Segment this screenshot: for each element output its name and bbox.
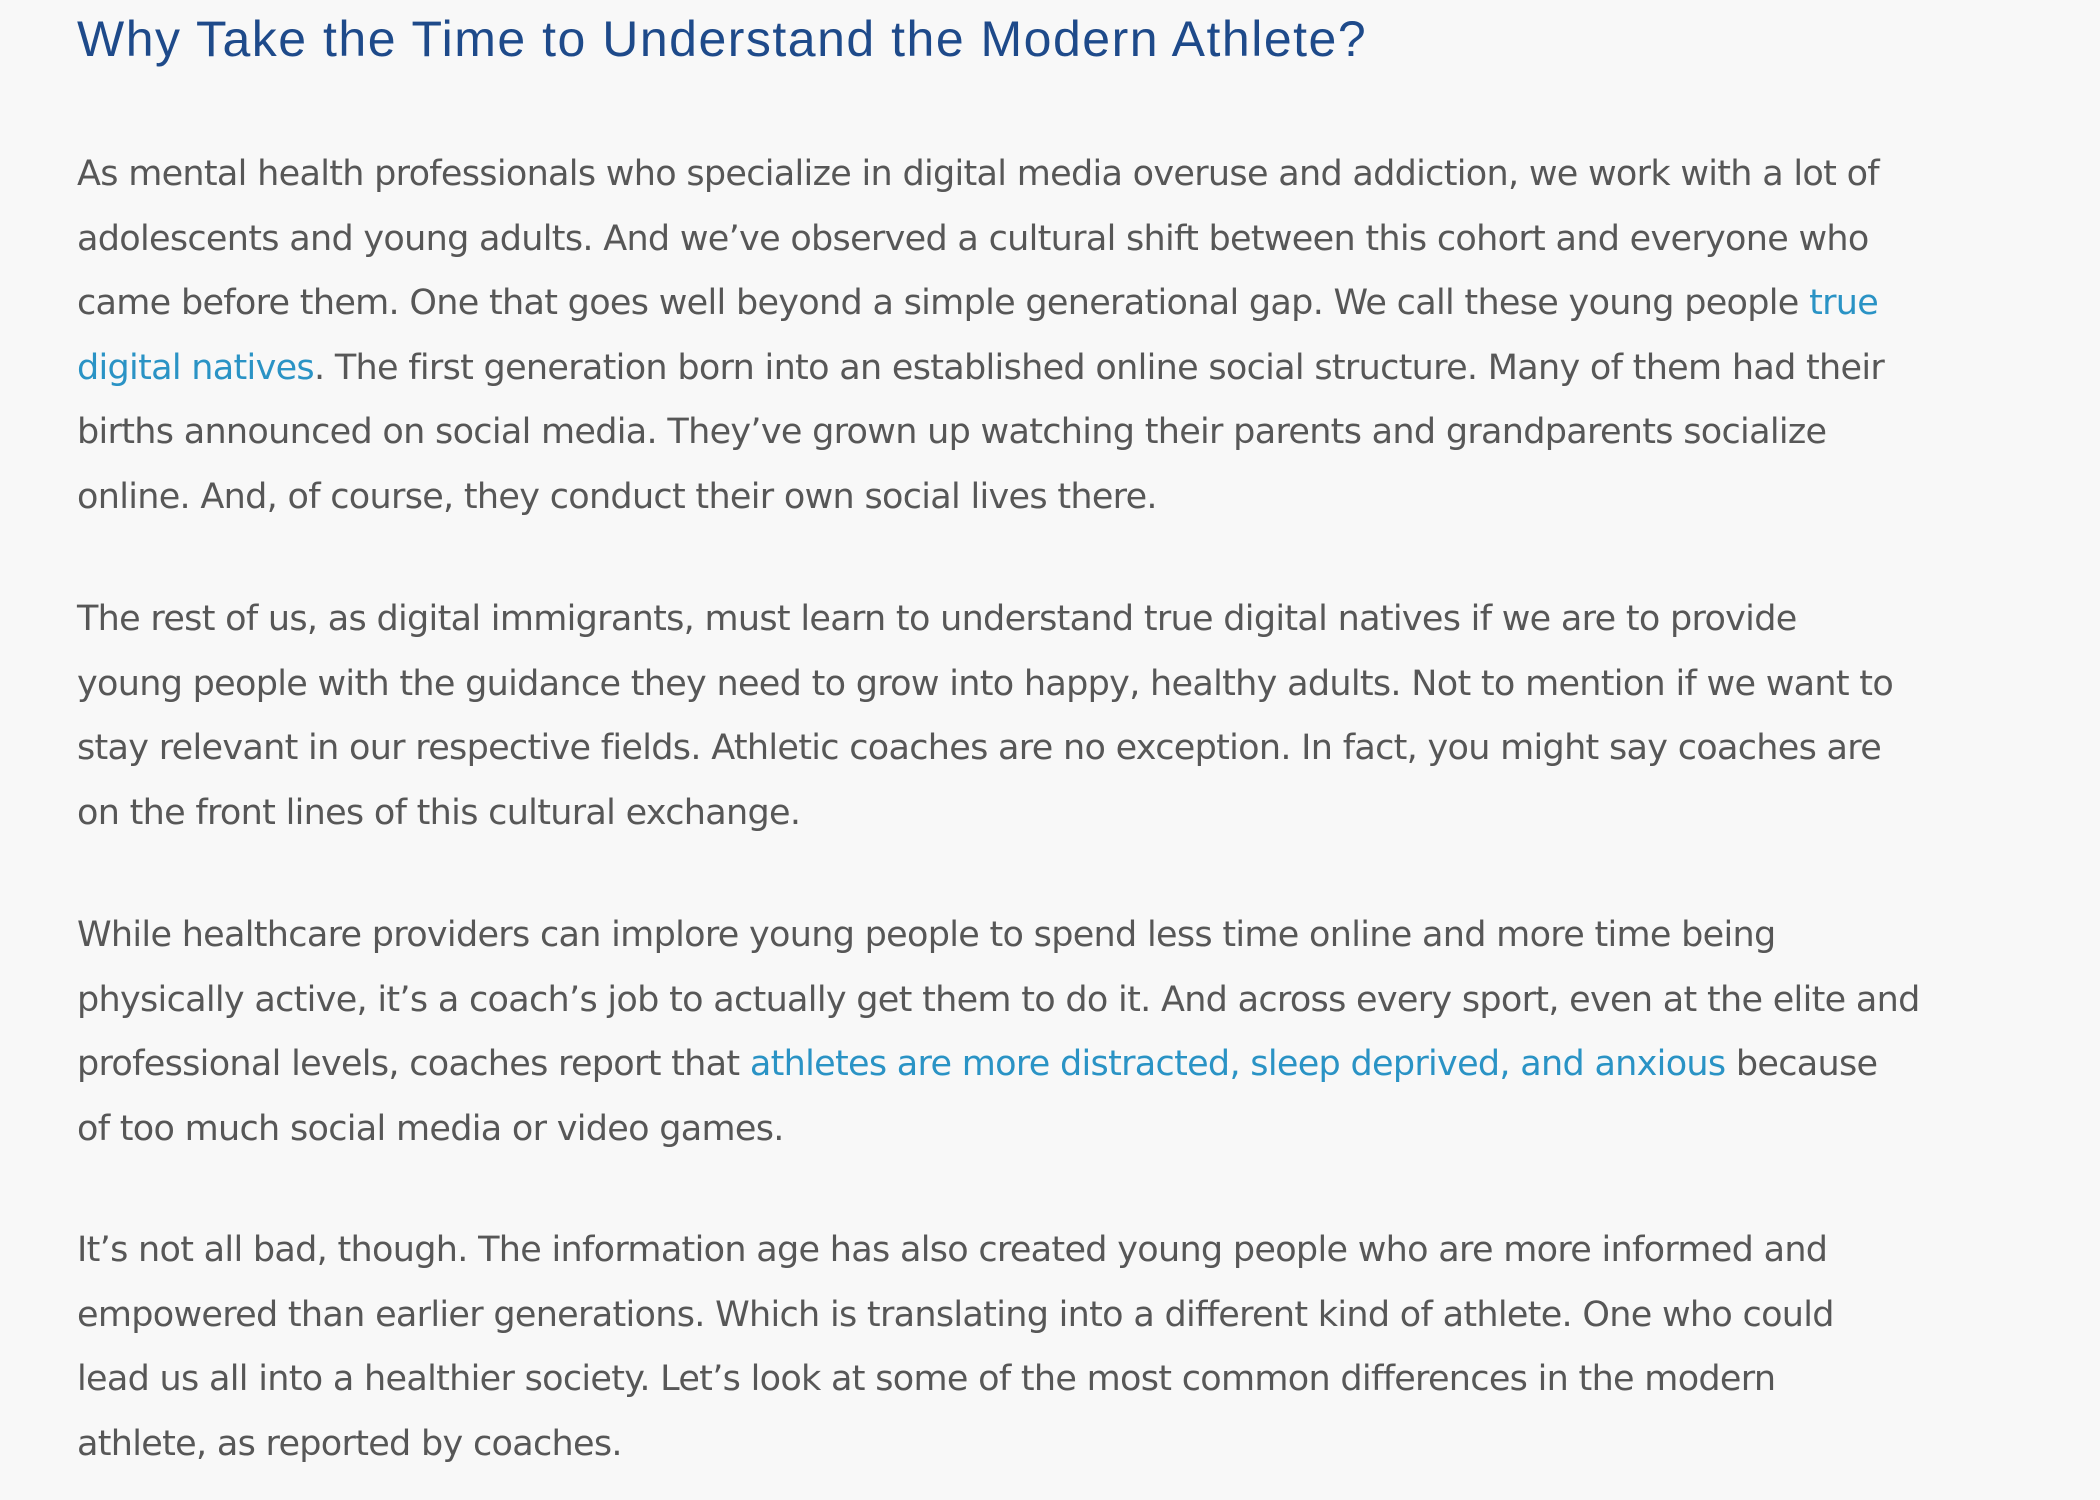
paragraph-2-line-1: The rest of us, as digital immigrants, must learn to understand true digital natives if we are to provide bbox=[77, 599, 1797, 639]
paragraph-4 bbox=[77, 1218, 1834, 1476]
paragraph-2-line-3: stay relevant in our respective fields. Athletic coaches are no exception. In fact, you might say coaches are bbox=[77, 728, 1882, 768]
paragraph-2-line-2: young people with the guidance they need to grow into happy, healthy adults. Not to mention if we want to bbox=[77, 663, 1894, 704]
paragraph-4-line-2: empowered than earlier generations. Which is translating into a different kind of athlete. One who could bbox=[77, 1294, 1834, 1335]
paragraph-3-line-3 bbox=[77, 1032, 1920, 1097]
paragraph-3-line-3-after: because bbox=[1725, 1044, 1878, 1084]
paragraph-1 bbox=[77, 142, 1884, 529]
paragraph-3-line-3-text: professional levels, coaches report that bbox=[77, 1044, 750, 1084]
article-title: Why Take the Time to Understand the Modern Athlete? bbox=[77, 11, 1368, 67]
paragraph-1-line-4 bbox=[77, 336, 1884, 401]
article bbox=[77, 0, 1977, 1464]
paragraph-1-line-3-text: came before them. One that goes well beyond a simple generational gap. We call these young people bbox=[77, 283, 1810, 323]
athletes-distracted-link[interactable]: athletes are more distracted, sleep deprived, and anxious bbox=[749, 1044, 1726, 1084]
paragraph-1-line-4-text: . The first generation born into an established online social structure. Many of them had their bbox=[313, 347, 1885, 388]
paragraph-1-line-2: adolescents and young adults. And we’ve observed a cultural shift between this cohort and everyone who bbox=[77, 218, 1869, 259]
paragraph-1-line-5: births announced on social media. They’ve grown up watching their parents and grandparents socialize bbox=[77, 412, 1827, 452]
paragraph-4-line-3: lead us all into a healthier society. Let’s look at some of the most common differences in the modern bbox=[77, 1359, 1776, 1399]
true-digital-natives-link-start[interactable]: true bbox=[1809, 283, 1879, 323]
paragraph-3-line-1: While healthcare providers can implore young people to spend less time online and more time being bbox=[77, 915, 1776, 955]
paragraph-2-line-4: on the front lines of this cultural exchange. bbox=[77, 792, 801, 833]
paragraph-4-line-4: athlete, as reported by coaches. bbox=[77, 1423, 622, 1464]
paragraph-3-line-4: of too much social media or video games. bbox=[77, 1108, 784, 1149]
paragraph-3-line-2: physically active, it’s a coach’s job to actually get them to do it. And across every sport, even at the elite and bbox=[77, 979, 1920, 1020]
paragraph-2 bbox=[77, 587, 1893, 845]
paragraph-1-line-1: As mental health professionals who specialize in digital media overuse and addiction, we work with a lot of bbox=[77, 154, 1879, 194]
paragraph-4-line-1: It’s not all bad, though. The information age has also created young people who are more informed and bbox=[77, 1230, 1828, 1270]
true-digital-natives-link-end[interactable]: digital natives bbox=[77, 347, 314, 388]
paragraph-3 bbox=[77, 903, 1920, 1161]
paragraph-1-line-6: online. And, of course, they conduct their own social lives there. bbox=[77, 476, 1157, 517]
paragraph-1-line-3 bbox=[77, 271, 1884, 336]
